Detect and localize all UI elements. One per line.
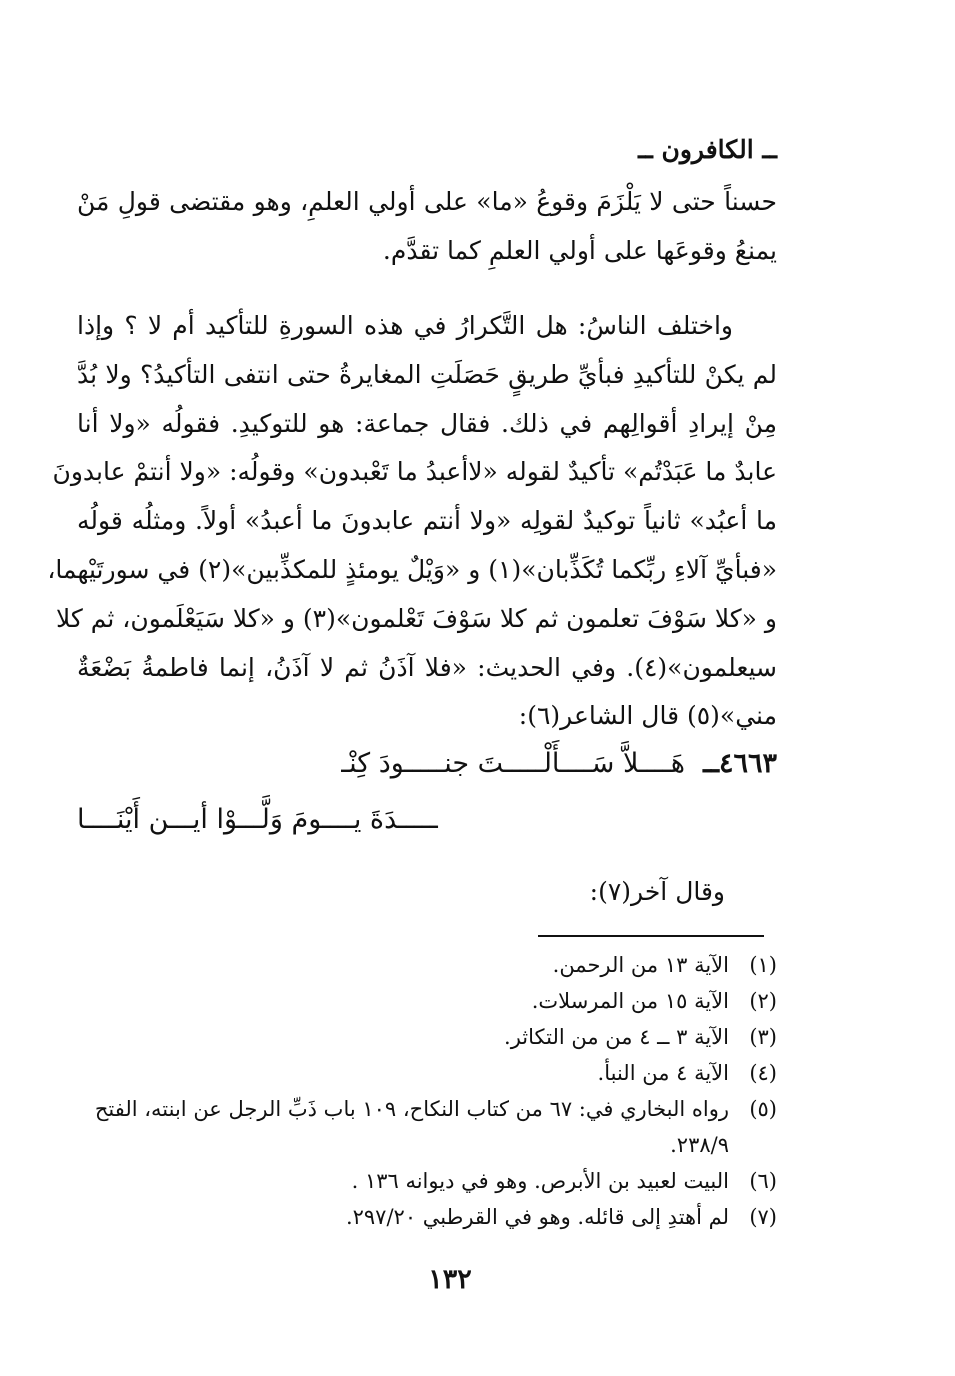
footnote-item: [77, 1055, 777, 1091]
page-number: ١٣٢: [428, 1264, 472, 1295]
footnote-number: (٣): [749, 1025, 777, 1049]
footnote-item: [77, 1199, 777, 1235]
paragraph-2-line-7: و «كلا سَوْفَ تعلمون ثم كلا سَوْفَ تَعْلمون»(٣) و «كلا سَيَعْلَمون، ثم كلا: [55, 603, 777, 633]
footnote-item: [77, 947, 777, 983]
verse-number: ٤٦٦٣ــ: [703, 748, 777, 779]
running-header: ــ الكافرون ــ: [638, 135, 777, 164]
another-poet-intro: وقال آخر(٧):: [589, 877, 725, 906]
footnote-item: [77, 1163, 777, 1199]
paragraph-2-line-6: «فبأيِّ آلاءِ ربِّكما تُكَذِّبان»(١) و «وَيْلٌ يومئذٍ للمكذِّبين»(٢) في سورتَيْهما،: [47, 554, 777, 584]
footnote-text: الآية ١٥ من المرسلات.: [531, 989, 729, 1013]
footnote-number: (٥): [749, 1097, 777, 1121]
paragraph-1: [77, 178, 777, 276]
footnote-text: الآية ٣ ــ ٤ من من التكاثر.: [504, 1025, 729, 1049]
footnote-item: [77, 1091, 777, 1163]
paragraph-1-line-2: يمنعُ وقوعَها على أولي العلمِ كما تقدَّم.: [382, 235, 777, 265]
footnote-number: (١): [749, 953, 777, 977]
paragraph-2-line-4: عابدٌ ما عَبَدْتُم» تأكيدٌ لقوله «لاأعبدُ ما تَعْبدون» وقولُه: «ولا أنتمْ عابدونَ: [52, 457, 777, 487]
footnote-item: [77, 983, 777, 1019]
footnote-text: البيت لعبيد بن الأبرص. وهو في ديوانه ١٣٦ .: [351, 1169, 729, 1193]
footnote-text: الآية ٤ من النبأ.: [597, 1061, 729, 1085]
footnote-number: (٢): [749, 989, 777, 1013]
footnote-text: رواه البخاري في: ٦٧ من كتاب النكاح، ١٠٩ باب ذَبِّ الرجل عن ابنته، الفتح ٢٣٨/٩.: [94, 1097, 729, 1157]
paragraph-2-line-2: لم يكنْ للتأكيدِ فبأيِّ طريقٍ حَصَلَتِ المغايرةُ حتى انتفى التأكيدُ؟ ولا بُدَّ: [77, 359, 777, 389]
paragraph-2-line-8: سيعلمون»(٤). وفي الحديث: «فلا آذَنُ ثم لا آذَنُ، إنما فاطمةُ بَضْعَةٌ: [77, 652, 777, 682]
paragraph-2-line-3: مِنْ إيرادِ أقوالِهم في ذلك. فقال جماعة: هو للتوكيدِ. فقولُه «ولا أنا: [77, 408, 777, 438]
paragraph-2: [47, 302, 777, 741]
footnote-separator: [538, 935, 764, 937]
footnote-item: [77, 1019, 777, 1055]
paragraph-1-line-1: حسناً حتى لا يَلْزَمَ وقوعُ «ما» على أولي العلمِ، وهو مقتضى قولِ مَنْ: [77, 187, 777, 216]
footnote-number: (٧): [749, 1205, 777, 1229]
footnote-number: (٤): [749, 1061, 777, 1085]
footnote-text: الآية ١٣ من الرحمن.: [552, 953, 729, 977]
footnote-number: (٦): [749, 1169, 777, 1193]
paragraph-2-line-5: ما أعبُد» ثانياً توكيدٌ لقولِه «ولا أنتم عابدونَ ما أعبدُ» أولاً. ومثلُه قولُه: [77, 506, 777, 536]
verse-hemistich-2: ـــــدَةَ يــــومَ وَلَّـــوْا أيـــن أَيْنَــــا: [77, 804, 438, 835]
paragraph-2-line-1: واختلف الناسُ: هل التَّكرارُ في هذه السورةِ للتأكيد أم لا ؟ وإذا: [77, 311, 733, 340]
footnotes: [77, 947, 777, 1235]
verse-hemistich-1: هَــــلاَّ سَــــأَلْـــــتَ جنـــــودَ كِنْـ: [341, 748, 685, 779]
paragraph-2-line-9: مني»(٥) قال الشاعر(٦):: [518, 701, 777, 731]
footnote-text: لم أهتدِ إلى قائله. وهو في القرطبي ٢٩٧/٢٠.: [345, 1205, 729, 1229]
